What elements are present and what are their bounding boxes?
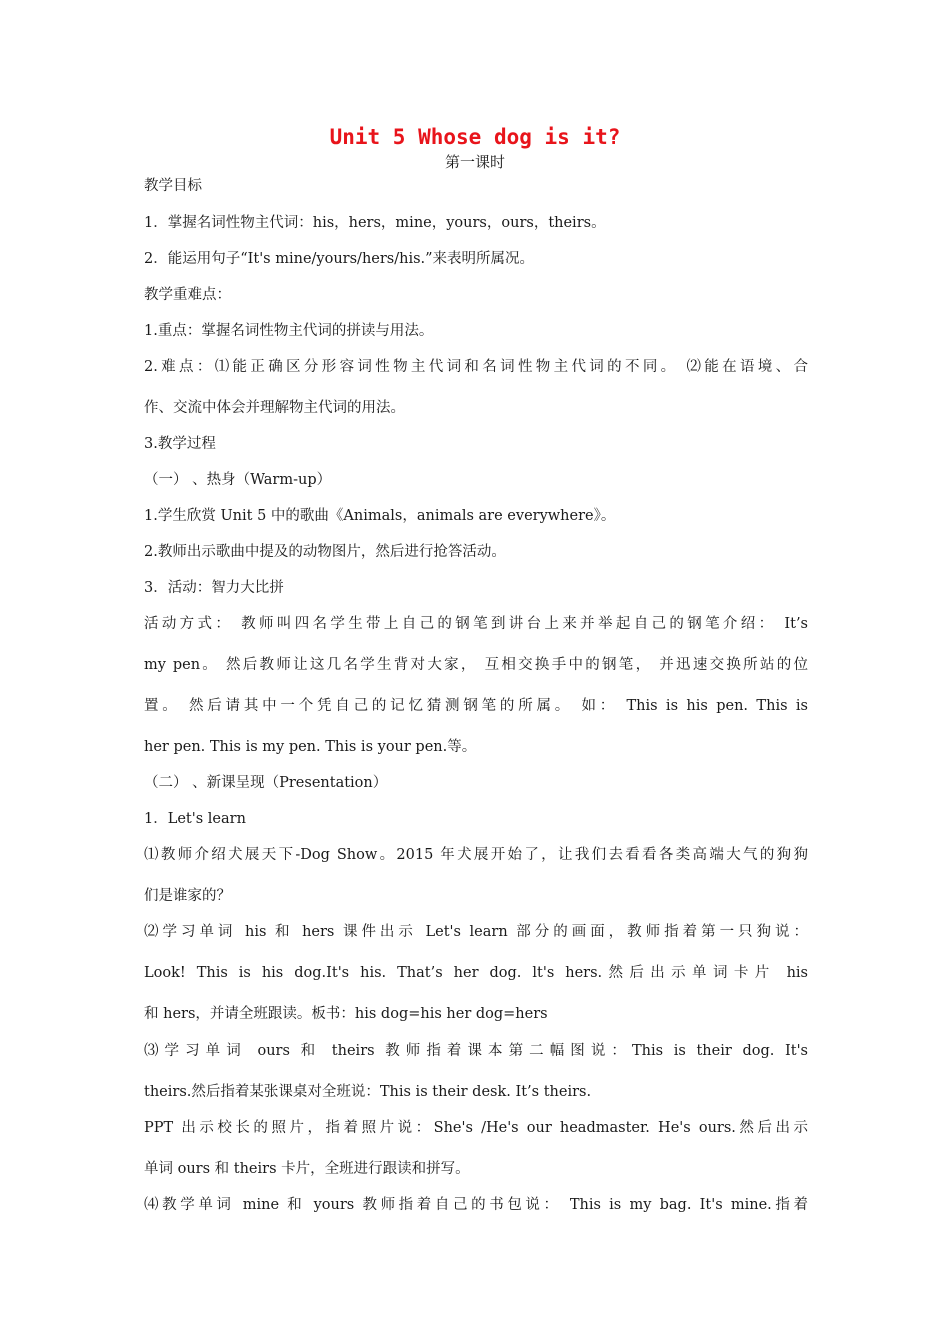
text-line: 1．掌握名词性物主代词：his，hers，mine，yours，ours，theirs。 [144, 215, 606, 231]
text-line: 作、交流中体会并理解物主代词的用法。 [144, 400, 405, 416]
text-line: my pen。 然后教师让这几名学生背对大家， 互相交换手中的钢笔， 并迅速交换所站的位 [144, 657, 808, 673]
text-line: 2.教师出示歌曲中提及的动物图片，然后进行抢答活动。 [144, 544, 506, 560]
text-line: 教学目标 [144, 178, 202, 194]
text-line: 1．Let's learn [144, 811, 246, 827]
text-line: ⑵学习单词 his 和 hers 课件出示 Let's learn 部分的画面，教师指着第一只狗说： [144, 924, 808, 940]
text-line: ⑴教师介绍犬展天下-Dog Show。2015 年犬展开始了，让我们去看看各类高端大气的狗狗 [144, 847, 808, 863]
text-line: her pen. This is my pen. This is your pen.等。 [144, 739, 477, 755]
document-title: Unit 5 Whose dog is it? [329, 125, 621, 149]
text-line: ⑷教学单词 mine 和 yours 教师指着自己的书包说： This is my bag. It's mine.指着 [144, 1197, 808, 1213]
text-line: 教学重难点： [144, 287, 231, 303]
text-line: Look! This is his dog.It's his. That’s her dog. lt's hers.然后出示单词卡片 his [144, 965, 808, 981]
text-line: 1.学生欣赏 Unit 5 中的歌曲《Animals，animals are everywhere》。 [144, 508, 616, 524]
text-line: 3.教学过程 [144, 436, 216, 452]
text-line: （二） 、新课呈现（Presentation） [144, 775, 388, 791]
text-line: 3．活动：智力大比拼 [144, 580, 284, 596]
text-line: （一） 、热身（Warm-up） [144, 472, 332, 488]
document-subtitle: 第一课时 [444, 153, 505, 171]
text-line: 置。 然后请其中一个凭自己的记忆猜测钢笔的所属。 如： This is his pen. This is [144, 698, 808, 714]
text-line: 们是谁家的？ [144, 888, 231, 904]
text-line: 2.难点：⑴能正确区分形容词性物主代词和名词性物主代词的不同。 ⑵能在语境、合 [144, 359, 808, 375]
text-line: 和 hers，并请全班跟读。板书：his dog=his her dog=hers [144, 1006, 548, 1022]
text-line: 单词 ours 和 theirs 卡片，全班进行跟读和拼写。 [144, 1161, 470, 1177]
text-line: PPT 出示校长的照片，指着照片说：She's /He's our headmaster. He's ours.然后出示 [144, 1120, 808, 1136]
text-line: 1.重点：掌握名词性物主代词的拼读与用法。 [144, 323, 434, 339]
text-line: 2．能运用句子“It's mine/yours/hers/his.”来表明所属况。 [144, 251, 535, 267]
text-line: 活动方式： 教师叫四名学生带上自己的钢笔到讲台上来并举起自己的钢笔介绍： It’s [144, 616, 808, 632]
text-line: theirs.然后指着某张课桌对全班说：This is their desk. It’s theirs. [144, 1084, 592, 1100]
text-line: ⑶学习单词 ours 和 theirs 教师指着课本第二幅图说：This is their dog. It's [144, 1043, 808, 1059]
